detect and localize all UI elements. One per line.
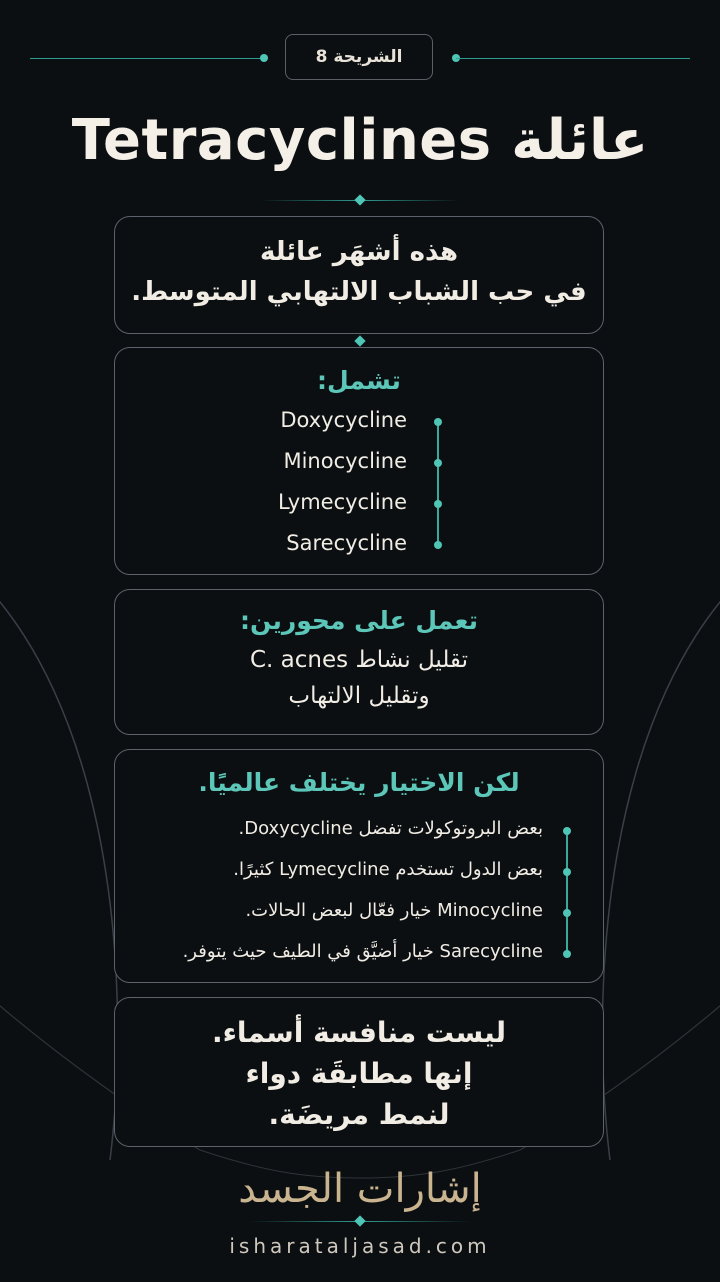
- header-line-left: [30, 58, 264, 59]
- closing-line-2: إنها مطابقَة دواء: [245, 1057, 473, 1090]
- includes-heading: تشمل:: [317, 366, 401, 395]
- website-url: isharataljasad.com: [229, 1234, 491, 1258]
- includes-bullet-2: [434, 459, 442, 467]
- drug-item: Doxycycline: [280, 408, 407, 432]
- mechanism-line-1: تقليل نشاط C. acnes: [250, 647, 468, 673]
- choice-bullet-2: [563, 868, 571, 876]
- title-divider-diamond: [354, 194, 365, 205]
- choice-note: بعض البروتوكولات تفضل Doxycycline.: [238, 818, 543, 839]
- includes-card: [114, 347, 604, 575]
- includes-bullet-4: [434, 541, 442, 549]
- mechanism-heading: تعمل على محورين:: [239, 606, 478, 635]
- choice-bullet-4: [563, 950, 571, 958]
- brand-divider-diamond: [354, 1215, 365, 1226]
- header-dot-left: [260, 54, 268, 62]
- drug-item: Lymecycline: [278, 490, 407, 514]
- drug-item: Minocycline: [283, 449, 407, 473]
- choice-note: Minocycline خيار فعّال لبعض الحالات.: [245, 900, 543, 921]
- choice-heading: لكن الاختيار يختلف عالميًا.: [198, 768, 520, 797]
- brand-name: إشارات الجسد: [238, 1166, 482, 1212]
- slide-number-badge: الشريحة 8: [285, 34, 433, 80]
- intro-line-1: هذه أشهَر عائلة: [260, 237, 458, 267]
- includes-bullet-3: [434, 500, 442, 508]
- intro-card: [114, 216, 604, 334]
- intro-divider-diamond: [354, 335, 365, 346]
- intro-line-2: في حب الشباب الالتهابي المتوسط.: [131, 277, 587, 307]
- closing-line-3: لنمط مريضَة.: [268, 1098, 450, 1131]
- choice-list-line: [566, 832, 568, 956]
- choice-bullet-3: [563, 909, 571, 917]
- choice-note: بعض الدول تستخدم Lymecycline كثيرًا.: [233, 859, 543, 880]
- header-line-right: [456, 58, 690, 59]
- closing-line-1: ليست منافسة أسماء.: [211, 1016, 507, 1049]
- choice-bullet-1: [563, 827, 571, 835]
- mechanism-line-2: وتقليل الالتهاب: [288, 683, 430, 709]
- slide-header: [0, 34, 720, 84]
- page-title: عائلة Tetracyclines: [71, 108, 649, 173]
- choice-note: Sarecycline خيار أضيَّق في الطيف حيث يتوفر.: [182, 941, 543, 962]
- drug-item: Sarecycline: [286, 531, 407, 555]
- mechanism-card: [114, 589, 604, 735]
- choice-card: [114, 749, 604, 983]
- includes-list-line: [437, 422, 439, 546]
- closing-card: [114, 997, 604, 1147]
- includes-bullet-1: [434, 418, 442, 426]
